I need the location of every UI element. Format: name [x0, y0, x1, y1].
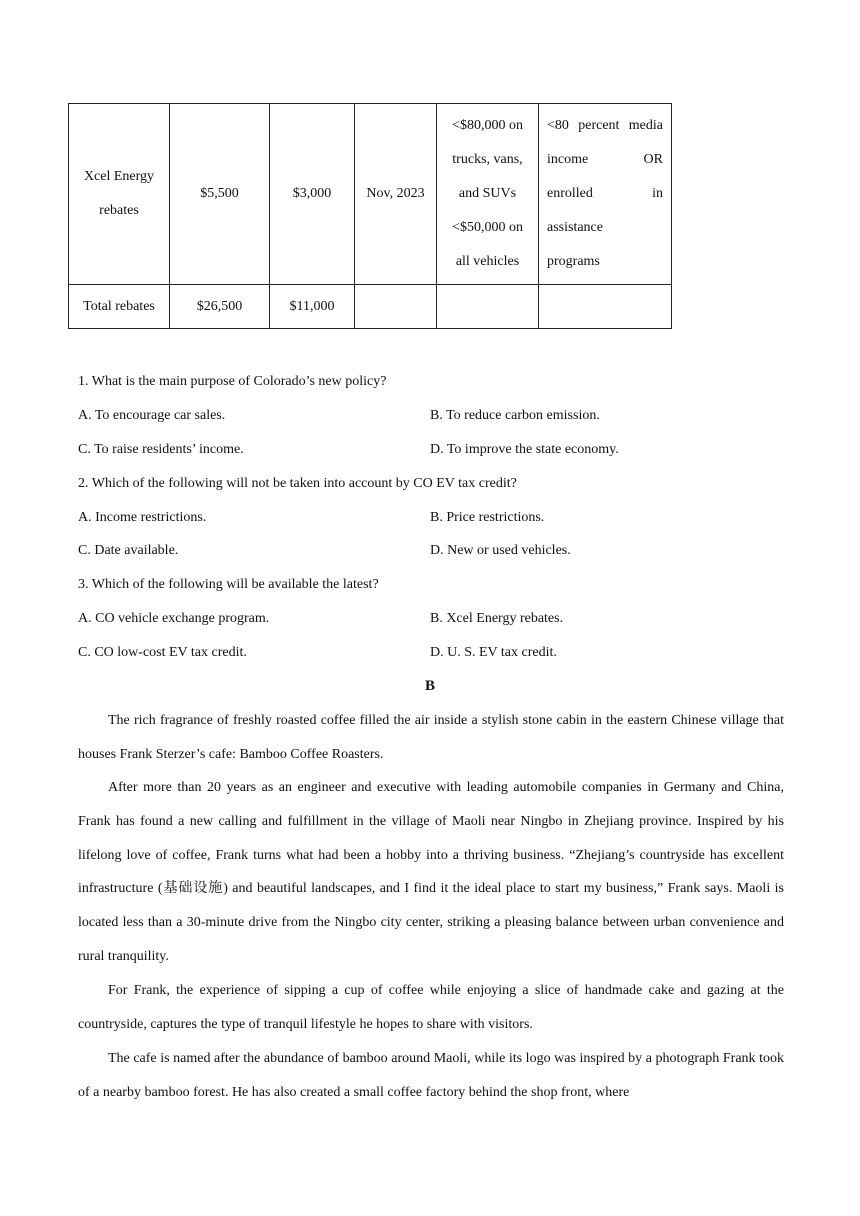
cell-empty	[355, 285, 437, 329]
cell-line: income OR	[547, 152, 663, 167]
question-3-option-b: B. Xcel Energy rebates.	[430, 611, 564, 626]
question-1-stem: 1. What is the main purpose of Colorado’s new policy?	[78, 374, 387, 389]
cell-date: Nov, 2023	[355, 104, 437, 285]
cell-line: assistance	[547, 220, 603, 235]
cell-line: programs	[547, 254, 600, 269]
question-3-option-d: D. U. S. EV tax credit.	[430, 645, 557, 660]
question-2-option-a: A. Income restrictions.	[78, 510, 207, 525]
paragraph-4: The cafe is named after the abundance of bamboo around Maoli, while its logo was inspired by a photograph Frank took of a nearby bamboo forest. He has also created a small coffee factory behind the shop front, where	[78, 1051, 784, 1100]
cell-line: rebates	[99, 203, 139, 218]
question-2-option-c: C. Date available.	[78, 543, 179, 558]
question-1-option-b: B. To reduce carbon emission.	[430, 408, 600, 423]
cell-total-new: $26,500	[170, 285, 270, 329]
cell-used-rebate: $3,000	[270, 104, 355, 285]
question-1-option-d: D. To improve the state economy.	[430, 442, 619, 457]
question-3-option-c: C. CO low-cost EV tax credit.	[78, 645, 247, 660]
cell-total-label: Total rebates	[69, 285, 170, 329]
cell-line: and SUVs	[458, 186, 517, 201]
question-2-option-d: D. New or used vehicles.	[430, 543, 571, 558]
table-row-xcel	[69, 104, 672, 285]
question-3-option-a: A. CO vehicle exchange program.	[78, 611, 270, 626]
table-row-total	[69, 285, 672, 329]
cell-line: <$50,000 on	[452, 220, 523, 235]
paragraph-3: For Frank, the experience of sipping a cup of coffee while enjoying a slice of handmade cake and gazing at the countryside, captures the type of tranquil lifestyle he hopes to share with visitors.	[78, 983, 784, 1032]
question-3-stem: 3. Which of the following will be available the latest?	[78, 577, 379, 592]
cell-program-name	[69, 104, 170, 285]
cell-empty	[539, 285, 672, 329]
cell-line: <80 percent media	[547, 118, 663, 133]
paragraph-1: The rich fragrance of freshly roasted coffee filled the air inside a stylish stone cabin in the eastern Chinese village that houses Frank Sterzer’s cafe: Bamboo Coffee Roasters.	[78, 713, 784, 762]
cell-line: all vehicles	[455, 254, 520, 269]
cell-line: Xcel Energy	[83, 169, 155, 184]
paragraph-2: After more than 20 years as an engineer and executive with leading automobile companies in Germany and China, Frank has found a new calling and fulfillment in the village of Maoli near Ningbo in Zhejiang province. Inspired by his lifelong love of coffee, Frank turns what had been a hobby into a thriving business. “Zhejiang’s countryside has excellent infrastructure (基础设施) and beautiful landscapes, and I find it the ideal place to start my business,” Frank says. Maoli is located less than a 30-minute drive from the Ningbo city center, striking a pleasing balance between urban convenience and rural tranquility.	[78, 780, 784, 964]
cell-line: enrolled in	[547, 186, 663, 201]
cell-line: trucks, vans,	[452, 152, 523, 167]
question-1-option-a: A. To encourage car sales.	[78, 408, 226, 423]
question-1-option-c: C. To raise residents’ income.	[78, 442, 244, 457]
cell-new-rebate: $5,500	[170, 104, 270, 285]
question-2-stem: 2. Which of the following will not be taken into account by CO EV tax credit?	[78, 476, 517, 491]
cell-empty	[437, 285, 539, 329]
section-heading: B	[424, 678, 435, 694]
question-2-option-b: B. Price restrictions.	[430, 510, 545, 525]
cell-income-restriction	[539, 104, 672, 285]
cell-line: <$80,000 on	[452, 118, 523, 133]
rebates-table	[68, 103, 672, 329]
cell-price-restriction	[437, 104, 539, 285]
cell-total-used: $11,000	[270, 285, 355, 329]
